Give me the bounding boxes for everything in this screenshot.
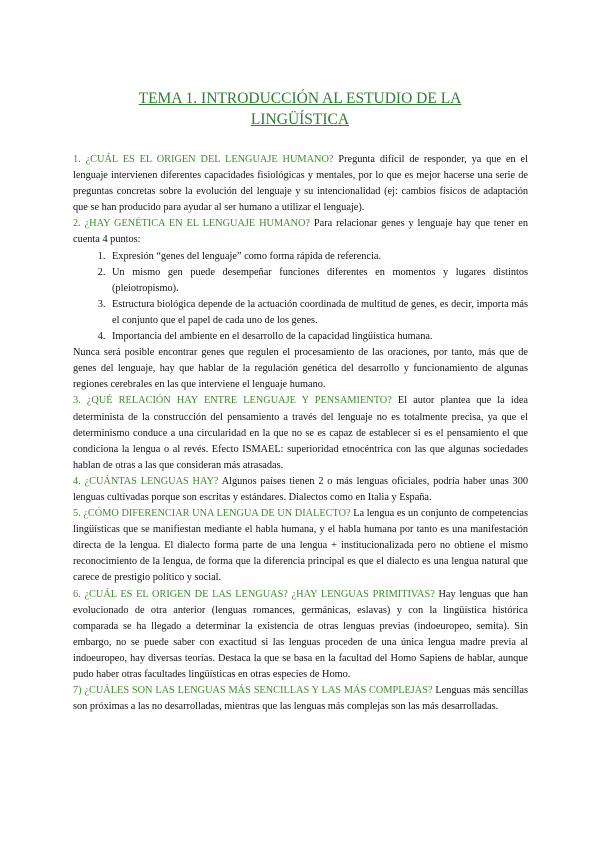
genetics-points-list (73, 249, 528, 346)
list-item: 2. Un mismo gen puede desempeñar funciones diferentes en momentos y lugares distintos (pleiotropismo). (108, 265, 528, 297)
section-question: 4. ¿CUÁNTAS LENGUAS HAY? (73, 475, 219, 487)
section-2-conclusion: Nunca será posible encontrar genes que regulen el procesamiento de las oraciones, por tanto, más que de genes del lenguaje, hay que hablar de la regulación genética del desarrollo y funcionamiento de algunas regiones cerebrales en las que interviene el lenguaje humano. (73, 347, 528, 391)
section-question: 3. ¿QUÉ RELACIÓN HAY ENTRE LENGUAJE Y PENSAMIENTO? (73, 395, 392, 407)
section-question: 6. ¿CUÁL ES EL ORIGEN DE LAS LENGUAS? ¿HAY LENGUAS PRIMITIVAS? (73, 588, 435, 600)
section-text: Hay lenguas que han evolucionado de otra anterior (lenguas romances, germánicas, eslavas) y con la lingüística histórica comparada se ha llegado a determinar la existencia de otras lenguas previas (indoeuropeo, semita). Sin embargo, no se puede saber con exactitud si las lenguas proceden de una única lengua madre previa al indoeuropeo, hay diversas teorías. Destaca la que se basa en la facultad del Homo Sapiens de hablar, aunque pudo haber otras facultades lingüísticas en otras especies de Homo. (73, 588, 528, 680)
section-text: Lenguas más sencillas son próximas a las no desarrolladas, mientras que las lenguas más complejas son las más desarrolladas. (73, 685, 528, 713)
section-4 (73, 474, 528, 506)
section-1 (73, 152, 528, 216)
section-text: El autor plantea que la idea determinista de la construcción del pensamiento a través del lenguaje no es totalmente precisa, ya que el determinismo conduce a una circularidad en la que no se es capaz de establecer si es el pensamiento el que condiciona la lengua o al revés. Efecto ISMAEL: superioridad etnocéntrica con las que algunas sociedades hablan de otras a las que consideran más atrasadas. (73, 395, 528, 471)
section-7 (73, 683, 528, 715)
section-text: Para relacionar genes y lenguaje hay que tener en cuenta 4 puntos: (73, 218, 529, 246)
section-6 (73, 587, 528, 684)
section-2 (73, 216, 528, 248)
section-question: 7) ¿CUÁLES SON LAS LENGUAS MÁS SENCILLAS Y LAS MÁS COMPLEJAS? (73, 685, 433, 697)
section-text: La lengua es un conjunto de competencias lingüísticas que se manifiestan mediante el habla humana, y el habla humana por tanto es una manifestación directa de la lengua. El dialecto forma parte de una lengua + institucionalizada pero no obtiene el mismo reconocimiento de la lengua, de forma que la diferencia principal es que el dialecto es una lengua natural que carece de prestigio político y social. (73, 508, 528, 584)
section-3 (73, 393, 528, 473)
section-question: 1. ¿CUÁL ES EL ORIGEN DEL LENGUAJE HUMANO? (73, 154, 334, 165)
section-text: Algunos países tienen 2 o más lenguas oficiales, podría haber unas 300 lenguas cultivadas porque son escritas y estándares. Dialectos como en Italia y España. (73, 475, 528, 503)
list-item: 1. Expresión “genes del lenguaje” como forma rápida de referencia. (108, 249, 528, 265)
section-question: 2. ¿HAY GENÉTICA EN EL LENGUAJE HUMANO? (73, 218, 310, 230)
page-title (60, 88, 540, 130)
title-line-1: TEMA 1. INTRODUCCIÓN AL ESTUDIO DE LA (138, 90, 462, 107)
list-item: 3. Estructura biológica depende de la actuación coordinada de multitud de genes, es decir, importa más el conjunto que el papel de cada uno de los genes. (108, 297, 528, 329)
section-question: 5. ¿CÓMO DIFERENCIAR UNA LENGUA DE UN DIALECTO? (73, 508, 351, 520)
section-5 (73, 506, 528, 586)
list-item: 4. Importancia del ambiente en el desarrollo de la capacidad lingüística humana. (108, 329, 528, 345)
section-text: Pregunta difícil de responder, ya que en el lenguaje intervienen diferentes capacidades fisiológicas y mentales, por lo que es mejor hacerse una serie de preguntas concretas sobre la evolución del lenguaje y su intencionalidad (ej: cambios físicos de adaptación que se han producido para ayudar al ser humano a utilizar el lenguaje). (73, 154, 528, 214)
document-body (73, 152, 528, 715)
title-line-2: LINGÜÍSTICA (250, 111, 350, 128)
